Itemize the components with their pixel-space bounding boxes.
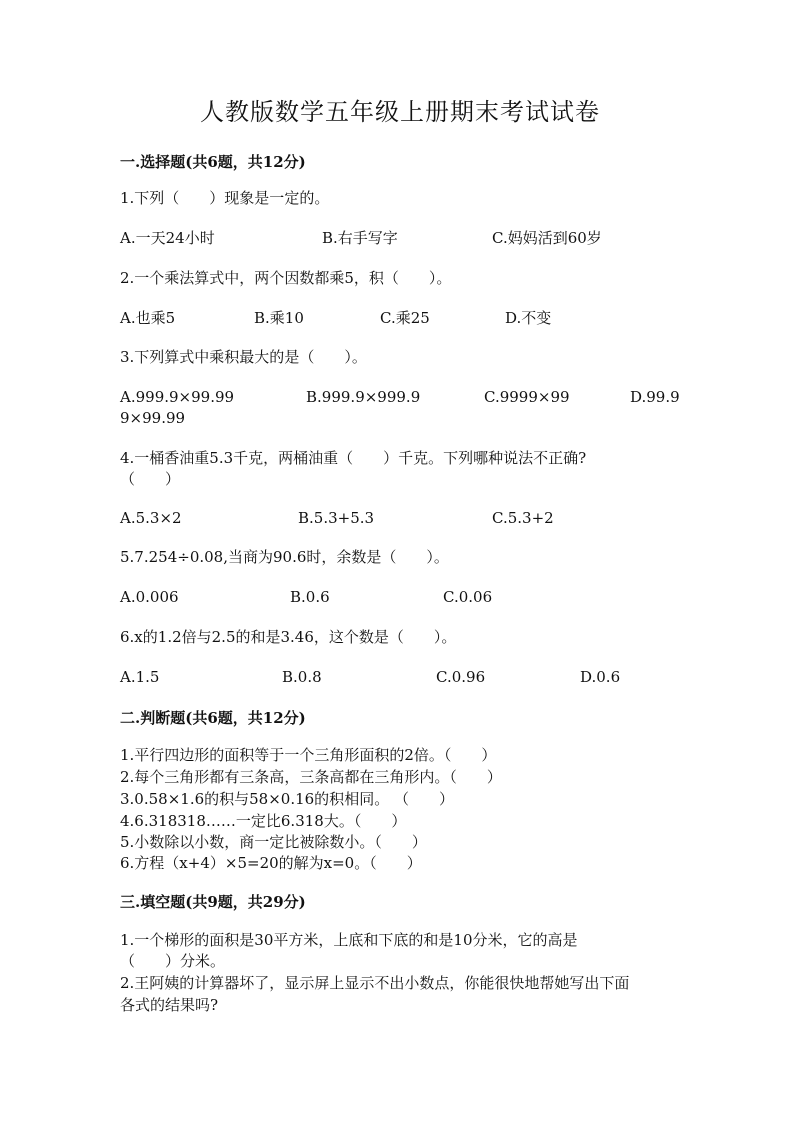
q4-option-a: A.5.3×2 <box>120 509 182 527</box>
question-4: 4.一桶香油重5.3千克，两桶油重（ ）千克。下列哪种说法不正确? <box>120 449 587 467</box>
q1-option-b: B.右手写字 <box>322 229 398 247</box>
judgment-item-2: 2.每个三角形都有三条高，三条高都在三角形内。（ ） <box>120 768 502 786</box>
q3-option-d-wrap: 9×99.99 <box>120 409 186 427</box>
q3-option-a: A.999.9×99.99 <box>120 388 235 406</box>
q2-option-d: D.不变 <box>505 309 552 327</box>
q3-option-d: D.99.9 <box>630 388 680 406</box>
q3-option-b: B.999.9×999.9 <box>306 388 421 406</box>
section-heading-fill-blank: 三.填空题(共9题，共29分) <box>120 893 306 911</box>
q4-option-c: C.5.3+2 <box>492 509 554 527</box>
q6-option-b: B.0.8 <box>282 668 322 686</box>
judgment-item-4: 4.6.318318……一定比6.318大。（ ） <box>120 812 407 830</box>
section-heading-judgment: 二.判断题(共6题，共12分) <box>120 709 306 727</box>
judgment-item-1: 1.平行四边形的面积等于一个三角形面积的2倍。（ ） <box>120 746 497 764</box>
q6-option-c: C.0.96 <box>436 668 486 686</box>
q2-option-b: B.乘10 <box>254 309 304 327</box>
judgment-item-3: 3.0.58×1.6的积与58×0.16的积相同。 （ ） <box>120 790 454 808</box>
judgment-item-5: 5.小数除以小数，商一定比被除数小。（ ） <box>120 833 427 851</box>
q5-option-b: B.0.6 <box>290 588 330 606</box>
fill-question-1: 1.一个梯形的面积是30平方米，上底和下底的和是10分米，它的高是 <box>120 931 578 949</box>
q6-option-d: D.0.6 <box>580 668 621 686</box>
question-5: 5.7.254÷0.08,当商为90.6时，余数是（ ）。 <box>120 548 449 566</box>
q3-option-c: C.9999×99 <box>484 388 570 406</box>
q1-option-c: C.妈妈活到60岁 <box>492 229 602 247</box>
question-3: 3.下列算式中乘积最大的是（ ）。 <box>120 348 367 366</box>
question-2: 2.一个乘法算式中，两个因数都乘5，积（ ）。 <box>120 269 452 287</box>
question-6: 6.x的1.2倍与2.5的和是3.46，这个数是（ ）。 <box>120 628 457 646</box>
exam-title: 人教版数学五年级上册期末考试试卷 <box>200 98 600 126</box>
fill-question-1-wrap: （ ）分米。 <box>120 952 226 970</box>
q1-option-a: A.一天24小时 <box>120 229 215 247</box>
q2-option-a: A.也乘5 <box>120 309 176 327</box>
q2-option-c: C.乘25 <box>380 309 430 327</box>
q6-option-a: A.1.5 <box>120 668 160 686</box>
q4-option-b: B.5.3+5.3 <box>298 509 375 527</box>
q5-option-a: A.0.006 <box>120 588 179 606</box>
q5-option-c: C.0.06 <box>443 588 493 606</box>
judgment-item-6: 6.方程（x+4）×5=20的解为x=0。（ ） <box>120 854 422 872</box>
fill-question-2: 2.王阿姨的计算器坏了，显示屏上显示不出小数点，你能很快地帮她写出下面 <box>120 974 630 992</box>
fill-question-2-wrap: 各式的结果吗? <box>120 996 219 1014</box>
section-heading-choice: 一.选择题(共6题，共12分) <box>120 153 306 171</box>
question-4-wrap: （ ） <box>120 470 181 488</box>
question-1: 1.下列（ ）现象是一定的。 <box>120 189 330 207</box>
